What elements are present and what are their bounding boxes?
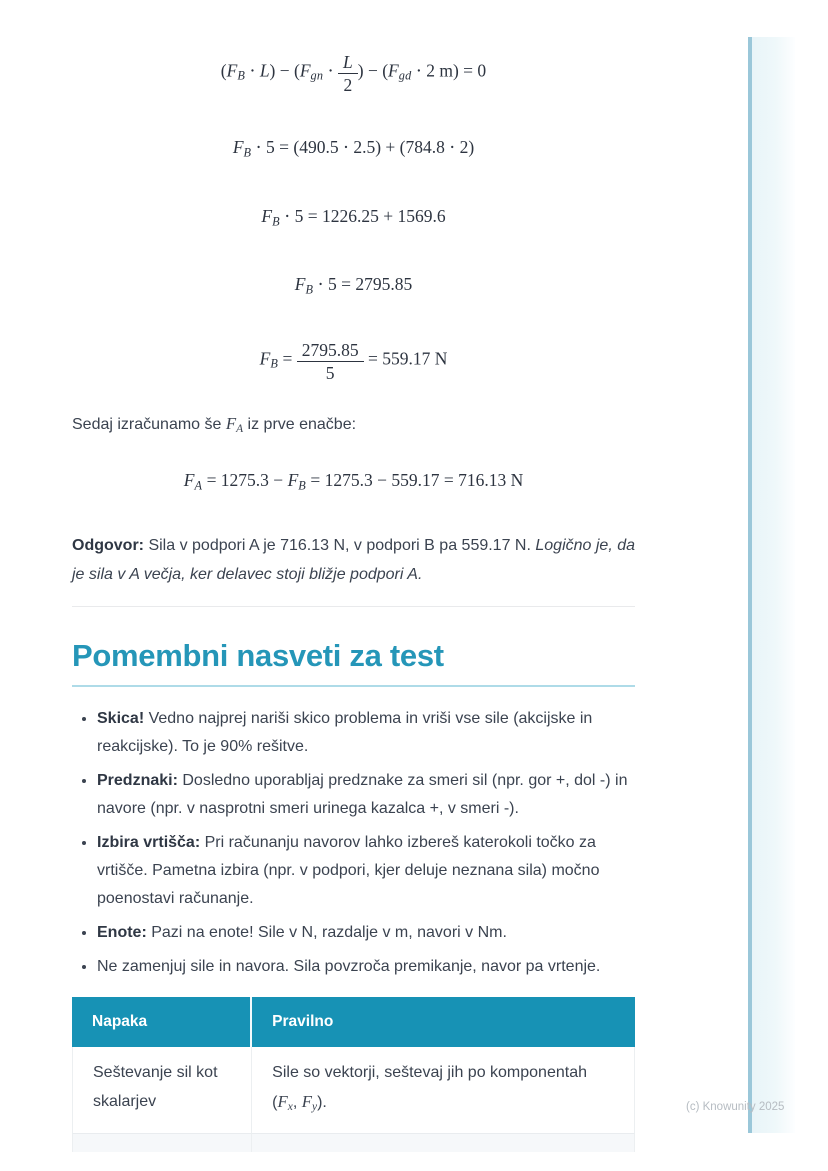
comma: , [292,1093,302,1111]
answer-italic-note: Logično je, da je sila v A večja, ker delavec stoji bližje podpori A. [72,536,636,583]
correct-text-post: ). [317,1093,327,1111]
fraction: $\frac{2795.85}{5}$ [297,340,364,383]
cell-partial [72,1134,252,1152]
tip-text: Ne zamenjuj sile in navora. Sila povzroča premikanje, navor pa vrtenje. [97,957,601,975]
tip-lead: Enote: [97,923,147,941]
table-header-napaka: Napaka [72,997,252,1047]
table-header-pravilno: Pravilno [252,997,635,1047]
inline-math-fy: $F_y$ [301,1091,318,1113]
tip-item-izbira-vrtisca [97,829,635,913]
tip-item-sila-navor [97,953,635,981]
compute-fa-pre: Sedaj izračunamo še [72,415,226,433]
tip-lead: Skica! [97,709,145,727]
tips-list [72,705,635,981]
equation-total-moment: $F_B \cdot 5 = 2795.85$ [294,274,413,297]
tip-item-predznaki [97,767,635,823]
table-row [72,1047,635,1134]
equation-moment-balance: $(F_B \cdot L) - (F_{gn}$ ⋅ $\frac{L}{2}$ ) − ($F_{gd} \cdot 2$ m) = 0 [220,52,487,96]
inline-math-fa: $F_A$ [225,413,244,435]
answer-text: Sila v podpori A je 716.13 N, v podpori B pa 559.17 N. [144,536,536,554]
section-divider [72,606,635,607]
cell-partial [252,1134,635,1152]
paragraph-answer [72,531,635,589]
equation-products-summed: $F_B \cdot 5 = 1226.25 + 1569.6$ [261,206,446,229]
tip-text: Pri računanju navorov lahko izbereš katerokoli točko za vrtišče. Pametna izbira (npr. v podpori, kjer deluje neznana sila) močno poenostavi računanje. [97,833,600,907]
answer-label: Odgovor: [72,536,144,554]
document-content [72,0,635,1152]
tip-text: Vedno najprej nariši skico problema in vriši vse sile (akcijske in reakcijske). To je 90% rešitve. [97,709,593,755]
mistakes-table [72,997,635,1152]
tip-lead: Predznaki: [97,771,178,789]
equation-substituted-values: $F_B \cdot 5 = (490.5 \cdot 2.5) + (784.8 \cdot 2)$ [232,137,475,160]
equation-fa-result: $F_A = 1275.3 - F_B = 1275.3 - 559.17 = 716.13$ N [183,469,524,493]
tip-text: Pazi na enote! Sile v N, razdalje v m, navori v Nm. [146,923,507,941]
section-title: Pomembni nasveti za test [72,638,635,687]
cell-error: Seštevanje sil kot skalarjev [72,1047,252,1134]
table-row-partial [72,1134,635,1152]
inline-math-fx: $F_x$ [277,1091,293,1113]
compute-fa-post: iz prve enačbe: [243,415,357,433]
cell-correct [252,1047,635,1134]
correct-text-pre: Sile so vektorji, seštevaj jih po komponentah ( [272,1063,587,1111]
equation-fb-result: $F_B$ = $\frac{2795.85}{5}$ = 559.17 N [259,339,448,383]
table-header-row [72,997,635,1047]
tip-lead: Izbira vrtišča: [97,833,201,851]
copyright-watermark: (c) Knowunity 2025 [686,1101,785,1113]
tip-item-enote [97,919,635,947]
scrollbar-track[interactable] [748,37,795,1133]
tip-text: Dosledno uporabljaj predznake za smeri sil (npr. gor +, dol -) in navore (npr. v nasprotni smeri urinega kazalca +, v smeri -). [97,771,628,817]
fraction: $\frac{L}{2}$ [338,52,358,95]
tip-item-skica [97,705,635,761]
paragraph-compute-fa [72,409,635,444]
